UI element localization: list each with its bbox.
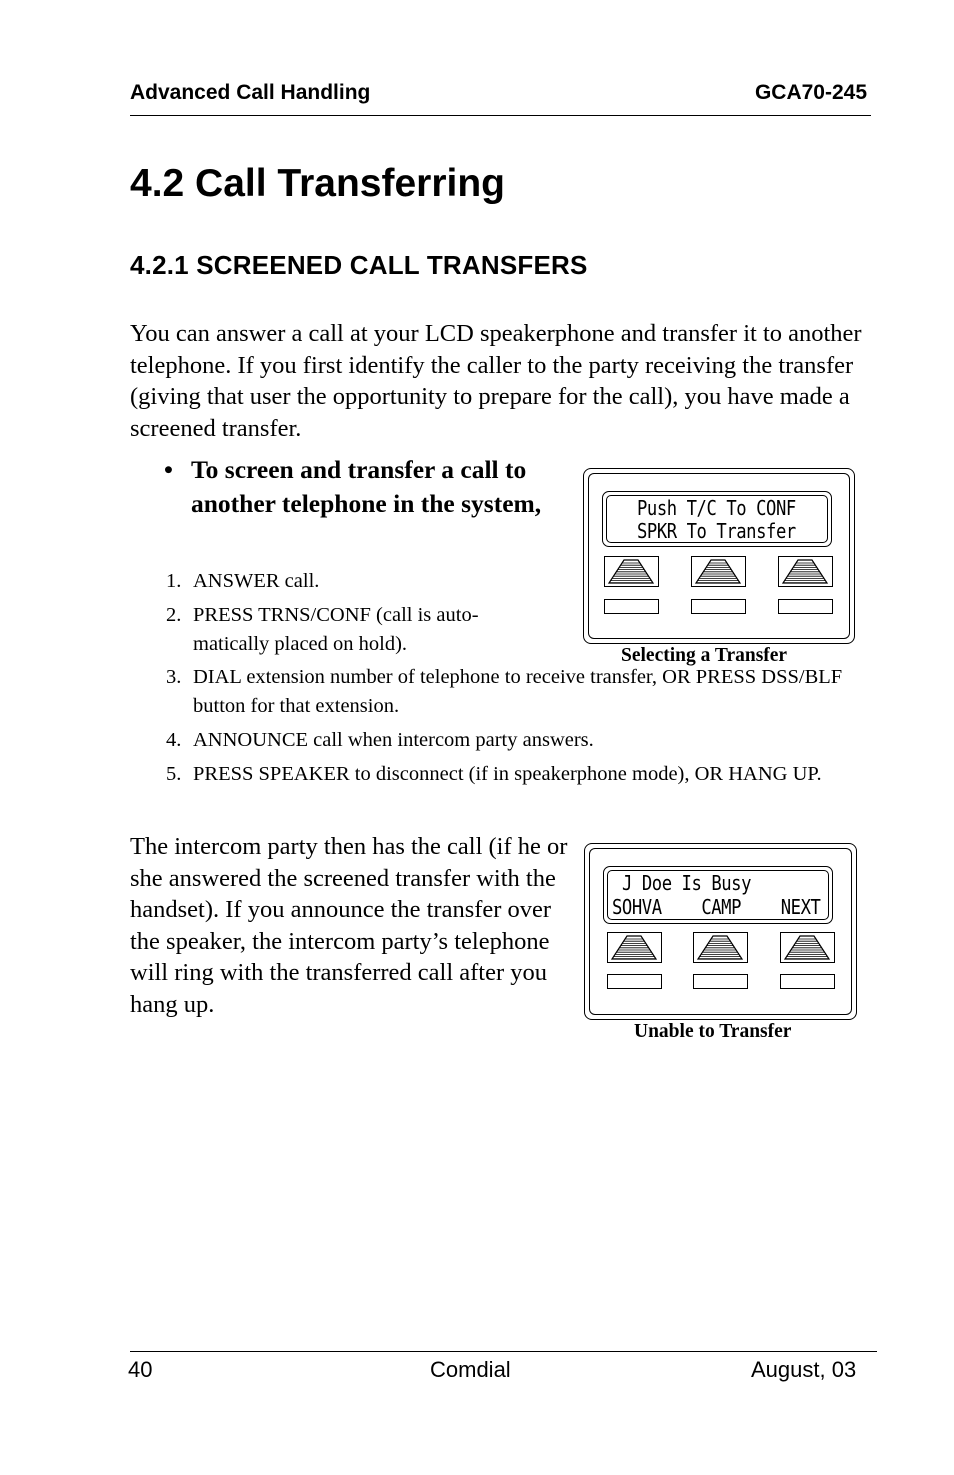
page-number: 40 <box>128 1357 153 1382</box>
softkey-button <box>691 556 746 587</box>
step-text: ANNOUNCE call when intercom party answers. <box>193 729 594 751</box>
step-text: ANSWER call. <box>193 570 320 592</box>
lcd-line-1: Push T/C To CONF <box>637 496 796 520</box>
step-number: 3. <box>166 666 182 688</box>
softkey-button <box>693 932 748 963</box>
softkey-label-strip <box>604 599 659 614</box>
step-text: PRESS TRNS/CONF (call is auto-matically placed on hold). <box>193 604 479 655</box>
document-code: GCA70-245 <box>754 81 867 104</box>
softkey-label-strip <box>693 974 748 989</box>
softkey-button <box>778 556 833 587</box>
section-title: 4.2 Call Transferring <box>130 162 505 205</box>
step-item <box>166 601 546 659</box>
softkey-label-strip <box>691 599 746 614</box>
figure-caption: Selecting a Transfer <box>621 645 788 666</box>
figure-caption: Unable to Transfer <box>634 1021 792 1042</box>
lcd-display <box>602 491 832 547</box>
softkey-button <box>607 932 662 963</box>
subsection-title: 4.2.1 SCREENED CALL TRANSFERS <box>130 250 588 280</box>
outro-paragraph: The intercom party then has the call (if he or she answered the screened transfer with the handset). If you announce the transfer over the speaker, the intercom party’s telephone will ring with the transferred call after you hang up. <box>130 833 568 1018</box>
step-item <box>166 567 319 596</box>
step-item <box>166 760 846 789</box>
step-text: DIAL extension number of telephone to receive transfer, OR PRESS DSS/BLF button for that extension. <box>193 666 843 717</box>
step-item <box>166 663 856 721</box>
softkey-label-strip <box>607 974 662 989</box>
lcd-phone-illustration <box>583 468 855 644</box>
running-header-title: Advanced Call Handling <box>130 81 371 104</box>
lcd-phone-illustration <box>584 843 857 1020</box>
header-rule <box>130 115 871 116</box>
lcd-line-2: SOHVA CAMP NEXT <box>612 895 821 919</box>
softkey-label-strip <box>778 599 833 614</box>
footer-rule <box>130 1351 877 1352</box>
softkey-button <box>604 556 659 587</box>
step-number: 1. <box>166 570 182 592</box>
step-text: PRESS SPEAKER to disconnect (if in speakerphone mode), OR HANG UP. <box>193 763 822 785</box>
bullet-marker: • <box>164 455 173 484</box>
intro-paragraph: You can answer a call at your LCD speakerphone and transfer it to another telephone. If you first identify the caller to the party receiving the transfer (giving that user the opportunity to prepare for the call), you have made a screened transfer. <box>130 320 862 442</box>
lcd-line-2: SPKR To Transfer <box>637 519 796 543</box>
step-number: 4. <box>166 729 182 751</box>
softkey-button <box>780 932 835 963</box>
footer-date: August, 03 <box>751 1357 857 1382</box>
step-number: 5. <box>166 763 182 785</box>
procedure-heading <box>164 453 564 521</box>
step-item <box>166 726 594 755</box>
softkey-label-strip <box>780 974 835 989</box>
step-number: 2. <box>166 604 182 626</box>
lcd-line-1: J Doe Is Busy <box>622 871 752 895</box>
procedure-heading-text: To screen and transfer a call to another telephone in the system, <box>191 455 542 518</box>
footer-publisher: Comdial <box>430 1357 511 1382</box>
lcd-display <box>603 866 833 924</box>
